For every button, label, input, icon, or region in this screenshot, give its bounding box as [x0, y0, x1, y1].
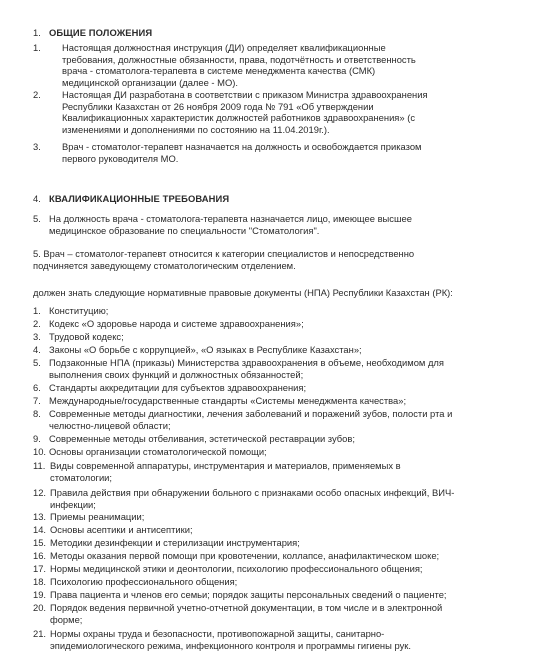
item-line: Порядок ведения первичной учетно-отчетной документации, в том числе и в электронной	[50, 602, 443, 613]
item-number: 3.	[33, 331, 41, 342]
item-line: Виды современной аппаратуры, инструментария и материалов, применяемых в	[50, 460, 401, 471]
item-line: медицинское образование по специальности "Стоматология".	[49, 224, 320, 236]
section-title: КВАЛИФИКАЦИОННЫЕ ТРЕБОВАНИЯ	[49, 193, 230, 204]
paragraph-line: подчиняется заведующему стоматологическим отделением.	[33, 259, 296, 271]
item-line: Квалификационных характеристик должностей работников здравоохранения» (с	[62, 112, 416, 124]
item-line: врача - стоматолога-терапевта в системе менеджмента качества (СМК)	[62, 65, 376, 77]
item-line: Правила действия при обнаружении больного с признаками особо опасных инфекций, ВИЧ-	[50, 487, 455, 498]
item-line: Законы «О борьбе с коррупцией», «О языках в Республике Казахстан»;	[49, 344, 362, 355]
item-number: 17.	[33, 563, 47, 574]
item-number: 3.	[33, 141, 41, 152]
item-line: Трудовой кодекс;	[49, 331, 124, 342]
paragraph-line: 5. Врач – стоматолог-терапевт относится к категории специалистов и непосредственно	[33, 248, 415, 259]
item-number: 10.	[33, 446, 47, 457]
item-line: форме;	[50, 613, 83, 625]
item-number: 7.	[33, 395, 41, 406]
item-line: Основы асептики и антисептики;	[50, 524, 193, 535]
item-line: челюстно-лицевой области;	[49, 419, 171, 431]
section-title: ОБЩИЕ ПОЛОЖЕНИЯ	[49, 27, 153, 38]
item-number: 14.	[33, 524, 47, 535]
item-number: 9.	[33, 433, 41, 444]
item-number: 4.	[33, 344, 41, 355]
item-number: 19.	[33, 589, 47, 600]
item-number: 2.	[33, 318, 41, 329]
item-line: Кодекс «О здоровье народа и системе здравоохранения»;	[49, 318, 304, 329]
item-number: 15.	[33, 537, 47, 548]
item-number: 2.	[33, 89, 41, 100]
item-number: 11.	[33, 460, 46, 471]
item-line: первого руководителя МО.	[62, 152, 179, 164]
item-line: Стандарты аккредитации для субъектов здравоохранения;	[49, 382, 307, 393]
item-line: Подзаконные НПА (приказы) Министерства здравоохранения в объеме, необходимом для	[49, 357, 444, 368]
item-number: 13.	[33, 511, 47, 522]
section-number: 1.	[33, 27, 41, 38]
item-line: Права пациента и членов его семьи; порядок защиты персональных сведений о пациенте;	[50, 589, 447, 600]
item-number: 20.	[33, 602, 47, 613]
item-line: На должность врача - стоматолога-терапевта назначается лицо, имеющее высшее	[49, 213, 412, 224]
item-line: эпидемиологического режима, инфекционного контроля и программы гигиены рук.	[50, 639, 411, 651]
item-line: Международные/государственные стандарты «Системы менеджмента качества»;	[49, 395, 407, 406]
npa-intro-text: должен знать следующие нормативные правовые документы (НПА) Республики Казахстан (РК):	[33, 287, 453, 298]
item-number: 6.	[33, 382, 41, 393]
item-line: Настоящая ДИ разработана в соответствии с приказом Министра здравоохранения	[62, 89, 428, 100]
item-line: Настоящая должностная инструкция (ДИ) определяет квалификационные	[62, 42, 386, 53]
item-number: 1.	[33, 305, 41, 316]
item-number: 5.	[33, 213, 41, 224]
item-line: требования, должностные обязанности, права, подотчётность и ответственность	[62, 53, 416, 65]
item-line: инфекции;	[50, 498, 96, 510]
item-line: изменениями и дополнениями по состоянию на 11.04.2019г.).	[62, 123, 330, 135]
item-number: 5.	[33, 357, 41, 368]
item-line: Нормы медицинской этики и деонтологии, психологию профессионального общения;	[50, 563, 423, 574]
item-line: Конституцию;	[49, 305, 109, 316]
item-line: Методики дезинфекции и стерилизации инструментария;	[50, 537, 300, 548]
item-line: стоматологии;	[50, 471, 113, 483]
item-line: Врач - стоматолог-терапевт назначается на должность и освобождается приказом	[62, 141, 422, 152]
item-number: 1.	[33, 42, 41, 53]
item-line: Современные методы отбеливания, эстетической реставрации зубов;	[49, 433, 355, 444]
item-line: Современные методы диагностики, лечения заболеваний и поражений зубов, полости рта и	[49, 408, 453, 419]
item-number: 12.	[33, 487, 47, 498]
item-line: Психологию профессионального общения;	[50, 576, 238, 587]
item-line: выполнения своих функций и должностных обязанностей;	[49, 368, 304, 380]
item-number: 18.	[33, 576, 47, 587]
item-line: Методы оказания первой помощи при кровотечении, коллапсе, анафилактическом шоке;	[50, 550, 440, 561]
item-number: 16.	[33, 550, 47, 561]
item-line: Республики Казахстан от 26 ноября 2009 года № 791 «Об утверждении	[62, 100, 374, 112]
section-number: 4.	[33, 193, 41, 204]
item-number: 8.	[33, 408, 41, 419]
item-line: Основы организации стоматологической помощи;	[49, 446, 267, 457]
item-line: Приемы реанимации;	[50, 511, 145, 522]
item-line: Нормы охраны труда и безопасности, противопожарной защиты, санитарно-	[50, 628, 385, 639]
item-number: 21.	[33, 628, 47, 639]
item-line: медицинской организации (далее - МО).	[62, 76, 238, 88]
